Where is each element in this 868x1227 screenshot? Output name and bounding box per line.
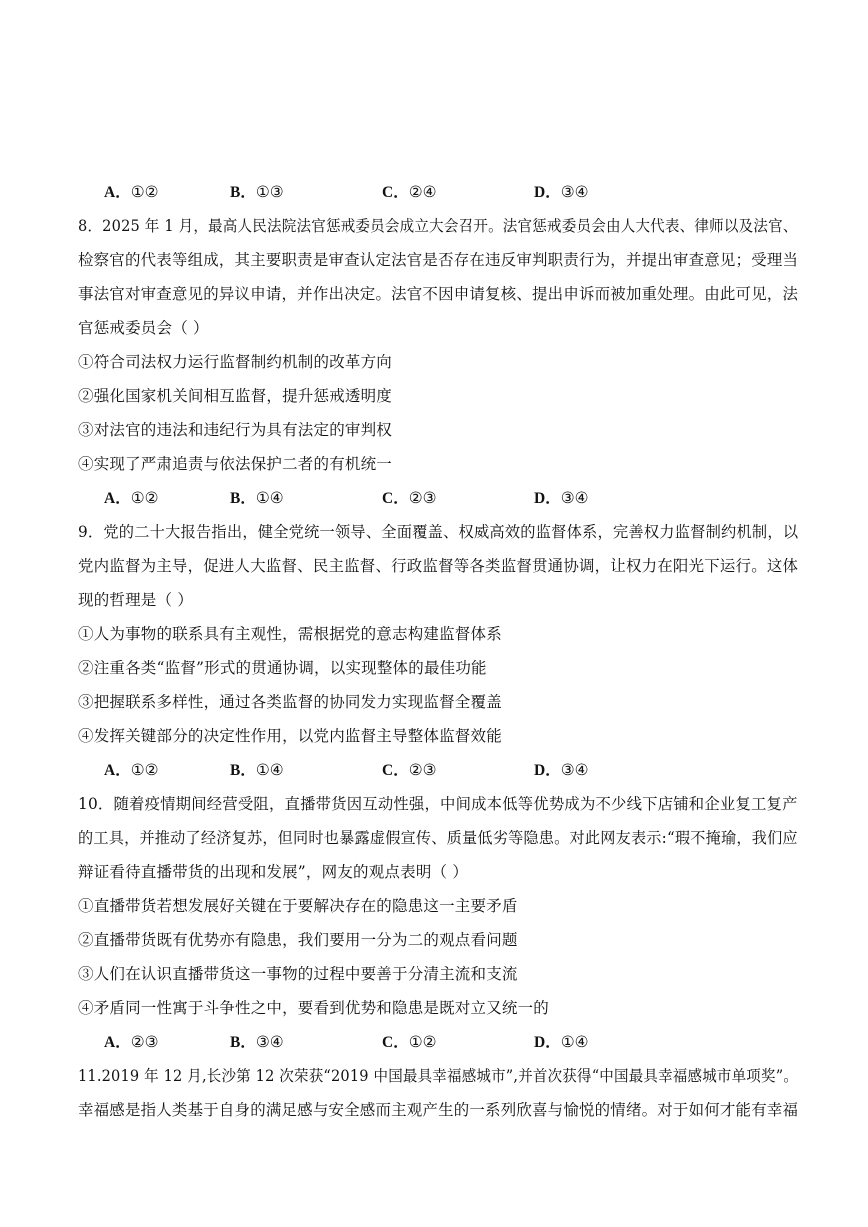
q7-options bbox=[104, 182, 724, 202]
option-letter: A． bbox=[104, 184, 131, 201]
q8-stem-line-3: 事法官对审查意见的异议申请，并作出决定。法官不因申请复核、提出申诉而被加重处理。由此可见，法 bbox=[78, 285, 799, 303]
q10-options bbox=[104, 1032, 724, 1052]
q7-option-d bbox=[534, 182, 589, 203]
option-letter: C． bbox=[382, 1034, 409, 1051]
option-choice: ①② bbox=[408, 1033, 437, 1051]
q8-stem-line-1: 8．2025 年 1 月，最高人民法院法官惩戒委员会成立大会召开。法官惩戒委员会由人大代表、律师以及法官、 bbox=[78, 217, 798, 235]
option-letter: C． bbox=[382, 490, 409, 507]
q10-stem-line-2: 的工具，并推动了经济复苏，但同时也暴露虚假宣传、质量低劣等隐患。对此网友表示:“瑕不掩瑜，我们应 bbox=[78, 829, 798, 847]
option-choice: ②③ bbox=[130, 1033, 159, 1051]
q8-stem-line-2: 检察官的代表等组成，其主要职责是审查认定法官是否存在违反审判职责行为，并提出审查意见；受理当 bbox=[78, 251, 799, 269]
option-choice: ③④ bbox=[255, 1033, 284, 1051]
option-letter: D． bbox=[534, 490, 561, 507]
option-letter: C． bbox=[382, 184, 409, 201]
q8-option-d bbox=[534, 488, 589, 509]
q8-option-c bbox=[382, 488, 437, 509]
q9-statement-2: ②注重各类“监督”形式的贯通协调，以实现整体的最佳功能 bbox=[78, 659, 487, 677]
q7-option-b bbox=[230, 182, 284, 203]
option-choice: ③④ bbox=[560, 489, 589, 507]
q10-option-b bbox=[230, 1032, 284, 1053]
option-choice: ①④ bbox=[255, 489, 284, 507]
q9-statement-1: ①人为事物的联系具有主观性，需根据党的意志构建监督体系 bbox=[78, 625, 502, 643]
option-choice: ②③ bbox=[408, 761, 437, 779]
option-choice: ①② bbox=[130, 761, 159, 779]
option-choice: ①④ bbox=[255, 761, 284, 779]
option-choice: ①② bbox=[130, 183, 159, 201]
q9-statement-4: ④发挥关键部分的决定性作用，以党内监督主导整体监督效能 bbox=[78, 727, 502, 745]
q9-option-a bbox=[104, 760, 159, 781]
option-letter: B． bbox=[230, 184, 256, 201]
q8-option-b bbox=[230, 488, 284, 509]
q8-statement-2: ②强化国家机关间相互监督，提升惩戒透明度 bbox=[78, 387, 393, 405]
option-letter: B． bbox=[230, 762, 256, 779]
q9-option-c bbox=[382, 760, 437, 781]
option-letter: A． bbox=[104, 762, 131, 779]
option-choice: ③④ bbox=[560, 183, 589, 201]
q9-statement-3: ③把握联系多样性，通过各类监督的协同发力实现监督全覆盖 bbox=[78, 693, 502, 711]
q9-options bbox=[104, 760, 724, 780]
option-letter: D． bbox=[534, 1034, 561, 1051]
q7-option-a bbox=[104, 182, 159, 203]
q8-statement-1: ①符合司法权力运行监督制约机制的改革方向 bbox=[78, 353, 393, 371]
option-letter: D． bbox=[534, 184, 561, 201]
q10-statement-1: ①直播带货若想发展好关键在于要解决存在的隐患这一主要矛盾 bbox=[78, 897, 518, 915]
q10-statement-2: ②直播带货既有优势亦有隐患，我们要用一分为二的观点看问题 bbox=[78, 931, 518, 949]
q9-stem-line-3: 现的哲理是（ ） bbox=[78, 591, 194, 609]
q9-option-d bbox=[534, 760, 589, 781]
q9-stem-line-2: 党内监督为主导，促进人大监督、民主监督、行政监督等各类监督贯通协调，让权力在阳光下运行。这体 bbox=[78, 557, 799, 575]
option-letter: A． bbox=[104, 490, 131, 507]
q10-option-a bbox=[104, 1032, 159, 1053]
option-letter: B． bbox=[230, 490, 256, 507]
option-choice: ③④ bbox=[560, 761, 589, 779]
q10-option-c bbox=[382, 1032, 437, 1053]
option-choice: ①③ bbox=[255, 183, 284, 201]
q8-statement-3: ③对法官的违法和违纪行为具有法定的审判权 bbox=[78, 421, 393, 439]
q10-statement-4: ④矛盾同一性寓于斗争性之中，要看到优势和隐患是既对立又统一的 bbox=[78, 999, 550, 1017]
q9-stem-line-1: 9．党的二十大报告指出，健全党统一领导、全面覆盖、权威高效的监督体系，完善权力监督制约机制，以 bbox=[78, 523, 799, 541]
option-letter: A． bbox=[104, 1034, 131, 1051]
q10-option-d bbox=[534, 1032, 589, 1053]
q11-stem-line-2: 幸福感是指人类基于自身的满足感与安全感而主观产生的一系列欣喜与愉悦的情绪。对于如何才能有幸福 bbox=[78, 1101, 799, 1119]
q8-options bbox=[104, 488, 724, 508]
option-choice: ①④ bbox=[560, 1033, 589, 1051]
q10-stem-line-1: 10．随着疫情期间经营受阻，直播带货因互动性强，中间成本低等优势成为不少线下店铺和企业复工复产 bbox=[78, 795, 798, 813]
q8-statement-4: ④实现了严肃追责与依法保护二者的有机统一 bbox=[78, 455, 393, 473]
option-choice: ①② bbox=[130, 489, 159, 507]
q10-stem-line-3: 辩证看待直播带货的出现和发展”，网友的观点表明（ ） bbox=[78, 863, 469, 881]
q7-option-c bbox=[382, 182, 437, 203]
option-letter: C． bbox=[382, 762, 409, 779]
option-choice: ②③ bbox=[408, 489, 437, 507]
q9-option-b bbox=[230, 760, 284, 781]
option-letter: D． bbox=[534, 762, 561, 779]
q8-option-a bbox=[104, 488, 159, 509]
option-letter: B． bbox=[230, 1034, 256, 1051]
q10-statement-3: ③人们在认识直播带货这一事物的过程中要善于分清主流和支流 bbox=[78, 965, 518, 983]
option-choice: ②④ bbox=[408, 183, 437, 201]
q8-stem-line-4: 官惩戒委员会（ ） bbox=[78, 319, 209, 337]
q11-stem-line-1: 11.2019 年 12 月,长沙第 12 次荣获“2019 中国最具幸福感城市”,并首次获得“中国最具幸福感城市单项奖”。 bbox=[78, 1067, 799, 1085]
